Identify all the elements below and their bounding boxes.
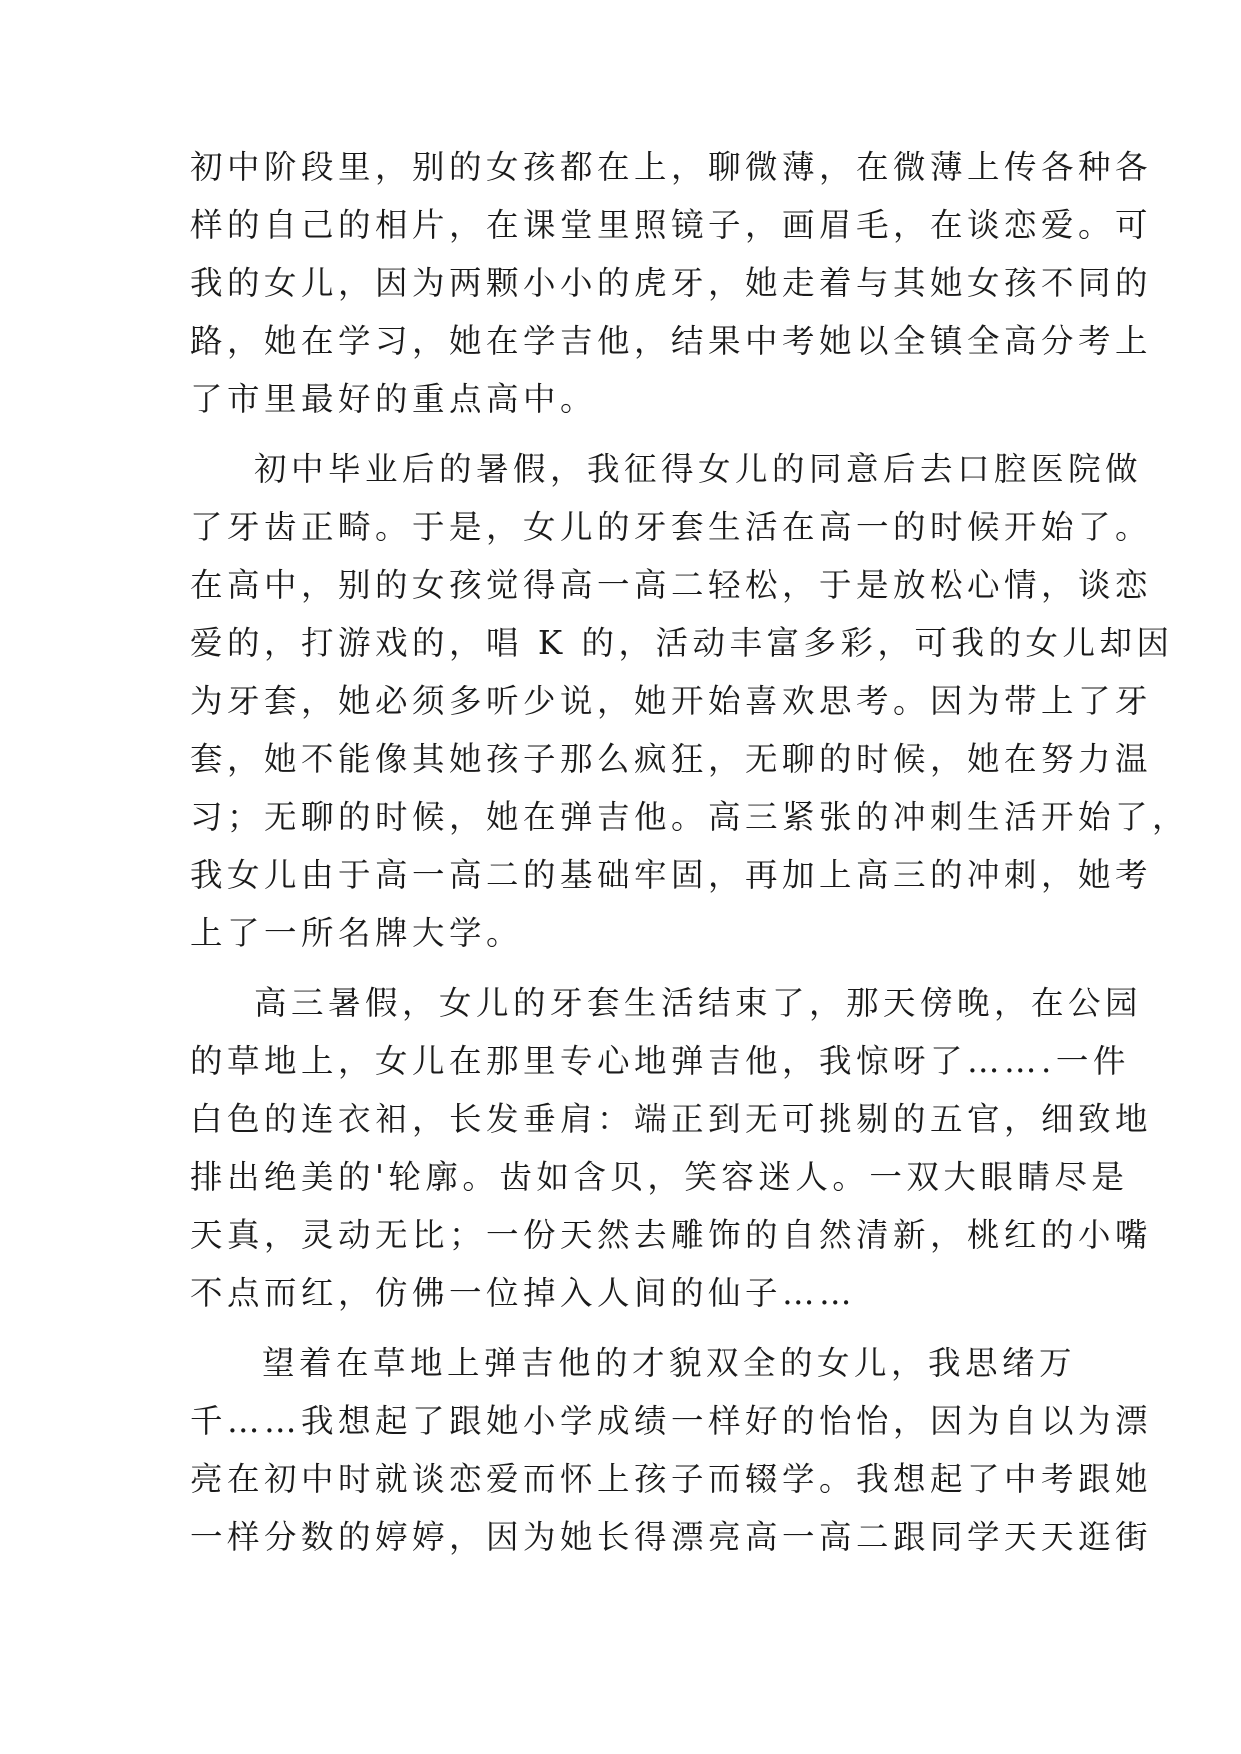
text-line: 我的女儿，因为两颗小小的虎牙，她走着与其她女孩不同的 — [190, 264, 1153, 302]
text-line: 在高中，别的女孩觉得高一高二轻松，于是放松心情，谈恋 — [190, 566, 1153, 604]
text-line: 一样分数的婷婷，因为她长得漂亮高一高二跟同学天天逛街 — [190, 1518, 1153, 1556]
text-line: 上了一所名牌大学。 — [190, 914, 524, 952]
text-line: 排出绝美的'轮廓。齿如含贝，笑容迷人。一双大眼睛尽是 — [190, 1158, 1129, 1196]
paragraph-first-line: 望着在草地上弹吉他的才貌双全的女儿，我思绪万 — [262, 1344, 1077, 1382]
text-line: 我女儿由于高一高二的基础牢固，再加上高三的冲刺，她考 — [190, 856, 1153, 894]
text-line: 千……我想起了跟她小学成绩一样好的怡怡，因为自以为漂 — [190, 1402, 1153, 1440]
text-line: 亮在初中时就谈恋爱而怀上孩子而辍学。我想起了中考跟她 — [190, 1460, 1153, 1498]
text-line: 套，她不能像其她孩子那么疯狂，无聊的时候，她在努力温 — [190, 740, 1153, 778]
text-line: 的草地上，女儿在那里专心地弹吉他，我惊呀了…….一件 — [190, 1042, 1130, 1080]
text-line: 初中阶段里，别的女孩都在上，聊微薄，在微薄上传各种各 — [190, 148, 1153, 186]
paragraph-first-line: 高三暑假，女儿的牙套生活结束了，那天傍晚，在公园 — [254, 984, 1143, 1022]
text-line: 路，她在学习，她在学吉他，结果中考她以全镇全高分考上 — [190, 322, 1153, 360]
text-line: 了市里最好的重点高中。 — [190, 380, 598, 418]
paragraph-first-line: 初中毕业后的暑假，我征得女儿的同意后去口腔医院做 — [254, 450, 1143, 488]
text-line: 为牙套，她必须多听少说，她开始喜欢思考。因为带上了牙 — [190, 682, 1153, 720]
text-line: 不点而红，仿佛一位掉入人间的仙子…… — [190, 1274, 857, 1312]
text-line: 习；无聊的时候，她在弹吉他。高三紧张的冲刺生活开始了， — [190, 798, 1190, 836]
text-line: 爱的，打游戏的，唱 K 的，活动丰富多彩，可我的女儿却因 — [190, 624, 1174, 662]
text-line: 白色的连衣衵，长发垂肩：端正到无可挑剔的五官，细致地 — [190, 1100, 1153, 1138]
text-line: 天真，灵动无比；一份天然去雕饰的自然清新，桃红的小嘴 — [190, 1216, 1153, 1254]
text-line: 了牙齿正畸。于是，女儿的牙套生活在高一的时候开始了。 — [190, 508, 1153, 546]
text-line: 样的自己的相片，在课堂里照镜子，画眉毛，在谈恋爱。可 — [190, 206, 1153, 244]
